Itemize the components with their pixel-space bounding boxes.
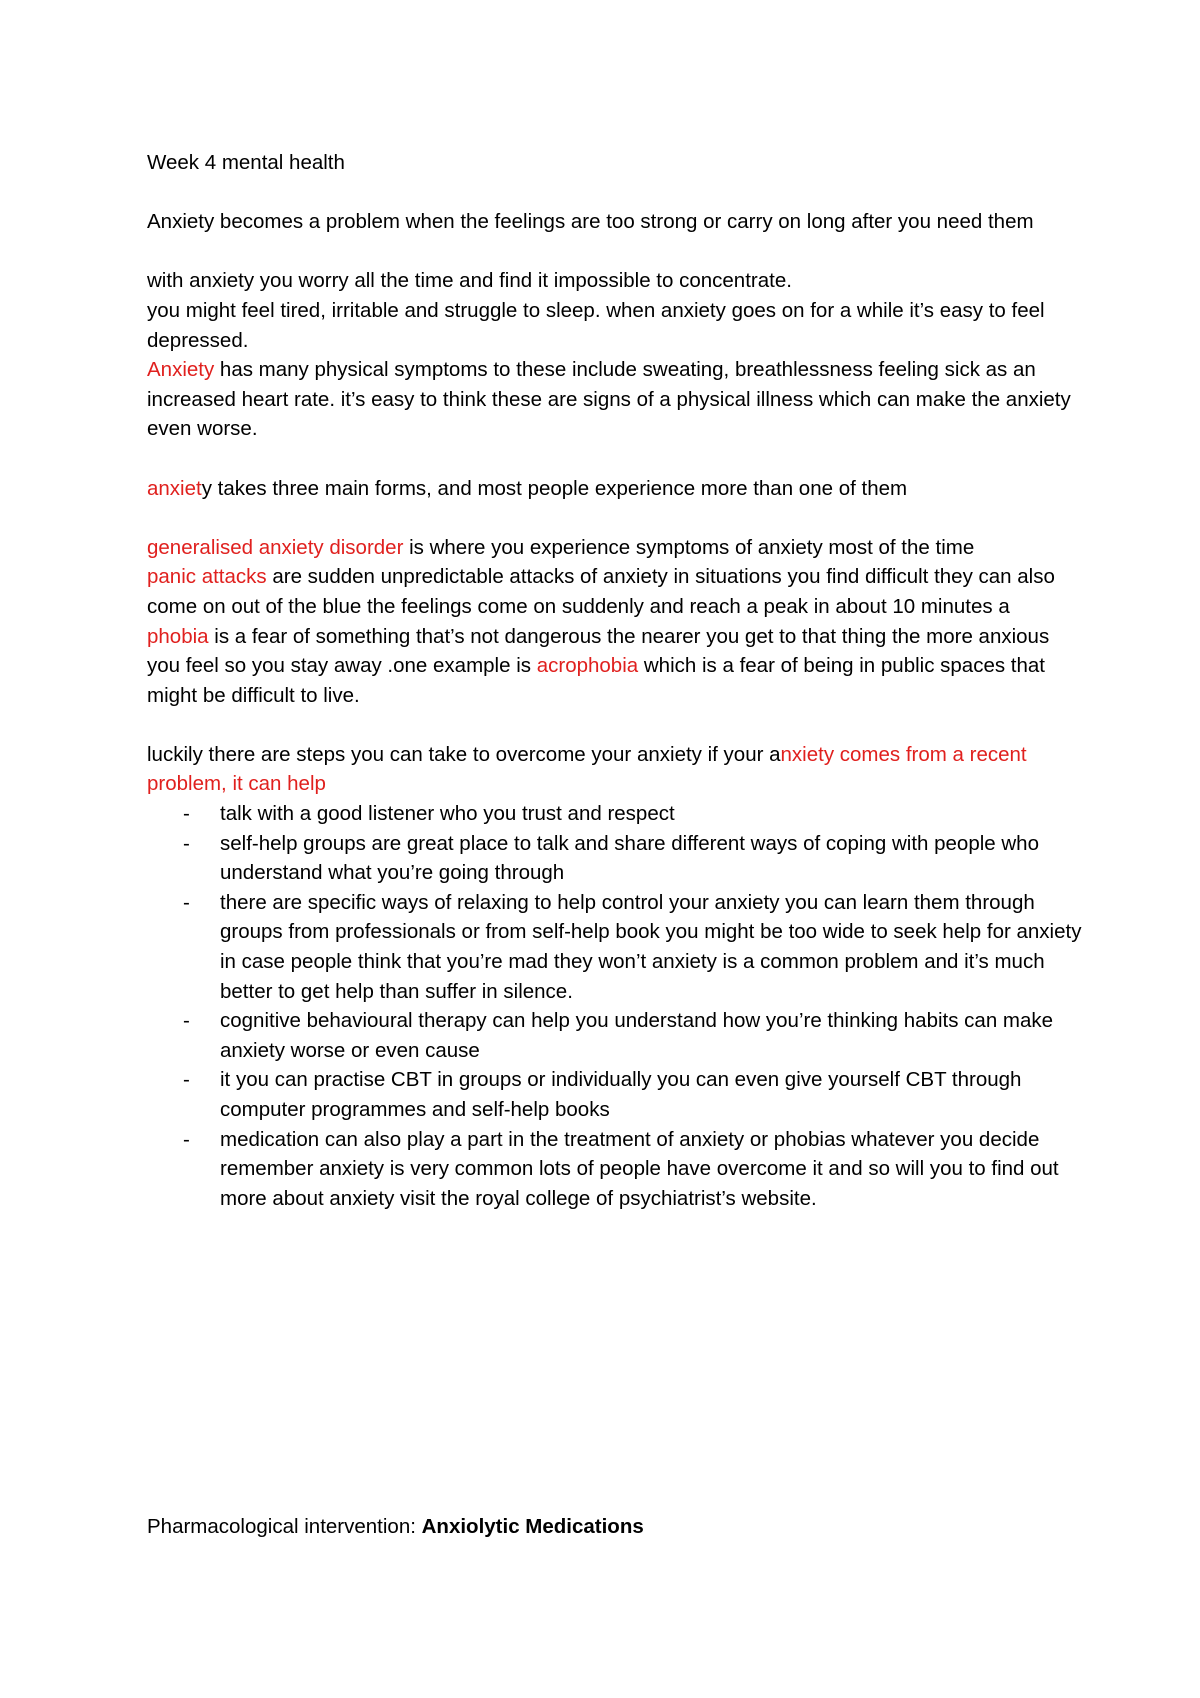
paragraph-phobia — [147, 622, 1082, 711]
highlight-panic-attacks: panic attacks — [147, 565, 267, 589]
footer-bold-title: Anxiolytic Medications — [421, 1515, 644, 1538]
bullet-dash: - — [183, 1127, 190, 1151]
list-item — [183, 1125, 1082, 1214]
footer-heading — [147, 1512, 1082, 1542]
paragraph-physical-symptoms — [147, 355, 1082, 444]
bullet-list — [147, 799, 1082, 1213]
list-item — [183, 799, 1082, 829]
highlight-gad: generalised anxiety disorder — [147, 535, 404, 559]
paragraph-three-forms — [147, 474, 1082, 504]
physical-symptoms-text: has many physical symptoms to these include sweating, breathlessness feeling sick as an increased heart rate. it’s easy to think these are signs of a physical illness which can make the anxiety even worse. — [147, 358, 1071, 441]
list-item-text: it you can practise CBT in groups or individually you can even give yourself CBT through computer programmes and self-help books — [220, 1068, 1022, 1121]
paragraph-panic — [147, 562, 1082, 621]
bullet-dash: - — [183, 1009, 190, 1033]
panic-text: are sudden unpredictable attacks of anxiety in situations you find difficult they can also come on out of the blue the feelings come on suddenly and reach a peak in about 10 minutes a — [147, 565, 1055, 618]
bullet-dash: - — [183, 831, 190, 855]
paragraph-gad — [147, 533, 1082, 563]
bullet-dash: - — [183, 890, 190, 914]
gad-text: is where you experience symptoms of anxiety most of the time — [403, 535, 975, 559]
three-forms-text: y takes three main forms, and most people experience more than one of them — [201, 476, 908, 500]
list-item — [183, 829, 1082, 888]
highlight-anxiet: anxiet — [147, 476, 202, 500]
bullet-dash: - — [183, 1068, 190, 1092]
phobia-text-end: which is a fear of being in public spaces that might be difficult to live. — [147, 654, 1045, 707]
list-item-text: there are specific ways of relaxing to help control your anxiety you can learn them through groups from professionals or from self-help book you might be too wide to seek help for anxiety in case people think that you’re mad they won’t anxiety is a common problem and it’s much better to get help than suffer in silence. — [220, 890, 1082, 1003]
footer-label: Pharmacological intervention: — [147, 1515, 422, 1538]
list-item — [183, 888, 1082, 1006]
paragraph-steps — [147, 740, 1082, 799]
list-item — [183, 1065, 1082, 1124]
paragraph-anxiety-problem: Anxiety becomes a problem when the feelings are too strong or carry on long after you need them — [147, 210, 1034, 234]
document-body — [147, 148, 1082, 1213]
highlight-anxiety: Anxiety — [147, 358, 215, 382]
phobia-text: is a fear of something that’s not dangerous the nearer you get to that thing the more anxious you feel so you stay away .one example is — [147, 624, 1050, 678]
bullet-dash: - — [183, 802, 190, 826]
highlight-phobia: phobia — [147, 624, 209, 648]
list-item-text: cognitive behavioural therapy can help you understand how you’re thinking habits can make anxiety worse or even cause — [220, 1009, 1054, 1062]
highlight-recent-problem: nxiety comes from a recent problem, it can help — [147, 742, 1027, 796]
list-item — [183, 1006, 1082, 1065]
paragraph-worry: with anxiety you worry all the time and find it impossible to concentrate. — [147, 269, 792, 293]
paragraph-tired: you might feel tired, irritable and struggle to sleep. when anxiety goes on for a while it’s easy to feel depressed. — [147, 298, 1045, 352]
document-title: Week 4 mental health — [147, 151, 345, 174]
list-item-text: self-help groups are great place to talk and share different ways of coping with people who understand what you’re going through — [220, 831, 1039, 885]
list-item-text: medication can also play a part in the treatment of anxiety or phobias whatever you decide remember anxiety is very common lots of people have overcome it and so will you to find out more about anxiety visit the royal college of psychiatrist’s website. — [220, 1127, 1059, 1210]
list-item-text: talk with a good listener who you trust and respect — [220, 802, 675, 826]
steps-text: luckily there are steps you can take to overcome your anxiety if your a — [147, 742, 781, 766]
highlight-acrophobia: acrophobia — [536, 654, 639, 678]
